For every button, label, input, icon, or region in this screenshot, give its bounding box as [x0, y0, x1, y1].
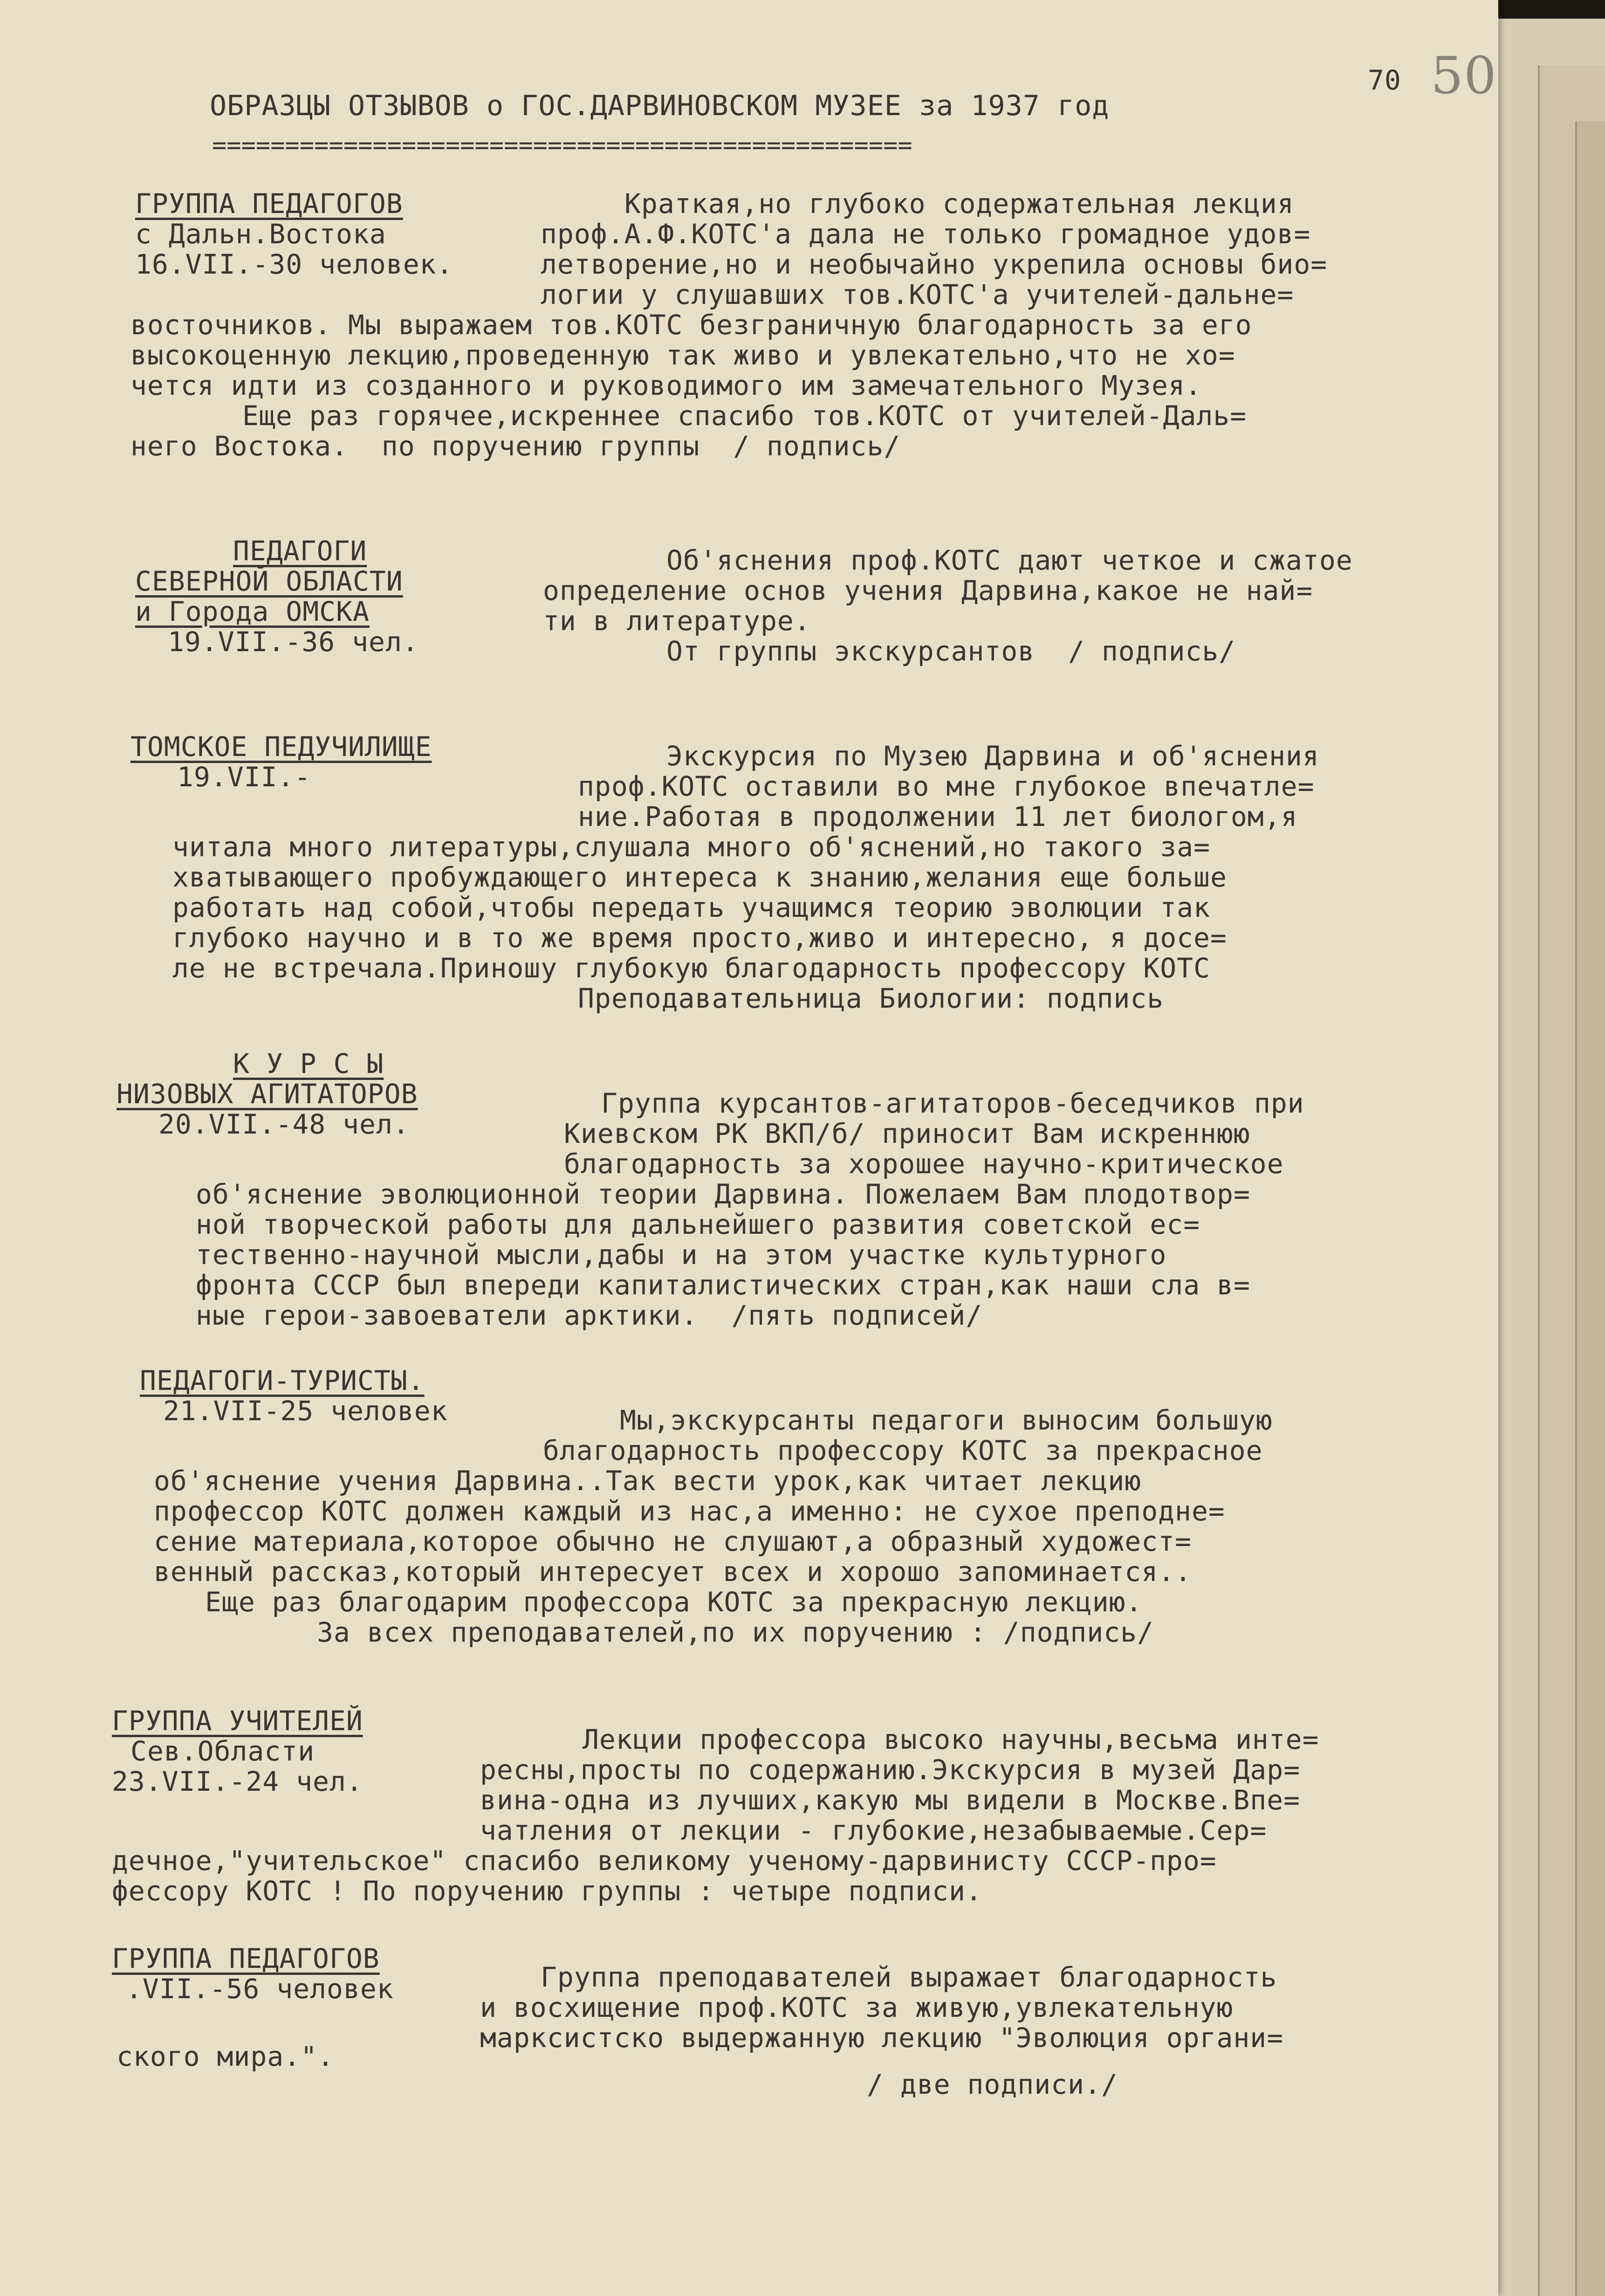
entry-text-line: венный рассказ,который интересует всех и хорошо запоминается..: [154, 1556, 1192, 1588]
entry-text-line: Еще раз благодарим профессора КОТС за прекрасную лекцию.: [205, 1586, 1143, 1618]
entry-label: ГРУППА ПЕДАГОГОВ: [112, 1943, 380, 1974]
entry-label: НИЗОВЫХ АГИТАТОРОВ: [117, 1078, 418, 1110]
entry-meta: 19.VII.-: [177, 761, 311, 793]
entry-text-line: Об'яснения проф.КОТС дают четкое и сжатое: [666, 544, 1353, 576]
entry-text-line: фронта СССР был впереди капиталистических стран,как наши сла в=: [196, 1269, 1250, 1301]
title-double-rule: ================================================: [212, 131, 912, 159]
entry-label: К У Р С Ы: [233, 1048, 384, 1079]
entry-text-line: Группа курсантов-агитаторов-беседчиков при: [601, 1087, 1304, 1119]
entry-label: ПЕДАГОГИ-ТУРИСТЫ.: [140, 1365, 425, 1396]
page-stack-shadow: [1538, 65, 1540, 2296]
entry-text-line: восточников. Мы выражаем тов.КОТС безграничную благодарность за его: [130, 309, 1252, 341]
page-stack-edge: [1575, 121, 1605, 2296]
page-stack-shadow: [1575, 121, 1577, 2296]
entry-label: ГРУППА ПЕДАГОГОВ: [135, 188, 403, 220]
entry-text-line: Еще раз горячее,искреннее спасибо тов.КОТС от учителей-Даль=: [242, 400, 1247, 432]
entry-text-line: ресны,просты по содержанию.Экскурсия в музей Дар=: [480, 1754, 1301, 1786]
entry-text-line: тественно-научной мысли,дабы и на этом участке культурного: [196, 1239, 1167, 1271]
entry-text-line: высокоценную лекцию,проведенную так живо и увлекательно,что не хо=: [130, 339, 1235, 371]
entry-text-line: ле не встречала.Приношу глубокую благодарность профессору КОТС: [172, 952, 1210, 984]
entry-text-line: ные герои-завоеватели арктики. /пять подписей/: [196, 1299, 983, 1331]
entry-text-line: ной творческой работы для дальнейшего развития советской ес=: [196, 1209, 1200, 1240]
entry-meta: Сев.Области: [130, 1735, 315, 1767]
entry-label: ПЕДАГОГИ: [233, 535, 367, 567]
entry-label: ТОМСКОЕ ПЕДУЧИЛИЩЕ: [130, 731, 432, 763]
entry-text-line: об'яснение учения Дарвина..Так вести урок,как читает лекцию: [154, 1465, 1142, 1497]
entry-label: и Города ОМСКА: [135, 596, 370, 627]
entry-text-line: чатления от лекции - глубокие,незабываемые.Сер=: [480, 1815, 1267, 1846]
page-number-typed: 70: [1368, 64, 1401, 96]
entry-meta: .VII.-56 человек: [126, 1973, 394, 2005]
entry-text-line: и восхищение проф.КОТС за живую,увлекательную: [480, 1992, 1234, 2023]
document-title: ОБРАЗЦЫ ОТЗЫВОВ о ГОС.ДАРВИНОВСКОМ МУЗЕЕ за 1937 год: [210, 89, 1110, 122]
entry-text-line: летворение,но и необычайно укрепила основы био=: [541, 248, 1328, 280]
entry-meta: 19.VII.-36 чел.: [168, 626, 419, 658]
entry-text-line: ти в литературе.: [543, 605, 811, 637]
entry-text-line: благодарность за хорошее научно-критическое: [564, 1148, 1284, 1180]
entry-text-line: Преподавательница Биологии: подпись: [578, 983, 1164, 1014]
entry-text-line: / две подписи./: [867, 2069, 1118, 2100]
entry-text-line: проф.А.Ф.КОТС'а дала не только громадное удов=: [541, 218, 1311, 250]
entry-text-line: Группа преподавателей выражает благодарность: [541, 1961, 1277, 1993]
entry-text-line: профессор КОТС должен каждый из нас,а именно: не сухое преподне=: [154, 1495, 1225, 1527]
entry-text-line: От группы экскурсантов / подпись/: [666, 635, 1236, 667]
entry-text-line: об'яснение эволюционной теории Дарвина. Пожелаем Вам плодотвор=: [196, 1178, 1250, 1210]
entry-meta: 16.VII.-30 человек.: [135, 248, 453, 280]
entry-meta: 21.VII-25 человек: [163, 1395, 448, 1427]
entry-text-line: хватывающего пробуждающего интереса к знанию,желания еще больше: [172, 861, 1227, 893]
entry-label: ГРУППА УЧИТЕЛЕЙ: [112, 1705, 363, 1737]
entry-text-line: ского мира.".: [117, 2041, 334, 2072]
entry-text-line: проф.КОТС оставили во мне глубокое впечатле=: [578, 770, 1315, 802]
entry-text-line: За всех преподавателей,по их поручению : /подпись/: [317, 1616, 1154, 1648]
page-number-handwritten: 50: [1431, 46, 1497, 105]
entry-text-line: Мы,экскурсанты педагоги выносим большую: [620, 1404, 1273, 1436]
entry-text-line: читала много литературы,слушала много об'яснений,но такого за=: [172, 831, 1210, 863]
entry-text-line: Лекции профессора высоко научны,весьма инте=: [583, 1724, 1319, 1755]
entry-text-line: дечное,"учительское" спасибо великому ученому-дарвинисту СССР-про=: [112, 1845, 1217, 1877]
entry-meta: 23.VII.-24 чел.: [112, 1766, 363, 1797]
entry-text-line: Экскурсия по Музею Дарвина и об'яснения: [666, 740, 1319, 772]
entry-text-line: марксистско выдержанную лекцию "Эволюция органи=: [480, 2022, 1284, 2054]
entry-text-line: работать над собой,чтобы передать учащимся теорию эволюции так: [172, 892, 1210, 923]
entry-label: СЕВЕРНОЙ ОБЛАСТИ: [135, 565, 403, 597]
entry-text-line: чется идти из созданного и руководимого им замечательного Музея.: [130, 370, 1202, 401]
entry-text-line: сение материала,которое обычно не слушают,а образный художест=: [154, 1526, 1192, 1557]
entry-text-line: него Востока. по поручению группы / подпись/: [130, 430, 901, 462]
entry-text-line: ние.Работая в продолжении 11 лет биологом,я: [578, 801, 1298, 832]
entry-text-line: фессору КОТС ! По поручению группы : четыре подписи.: [112, 1875, 982, 1907]
entry-text-line: Краткая,но глубоко содержательная лекция: [624, 188, 1294, 220]
entry-meta: с Дальн.Востока: [135, 218, 386, 250]
entry-text-line: Киевском РК ВКП/б/ приносит Вам искреннюю: [564, 1118, 1250, 1149]
entry-text-line: глубоко научно и в то же время просто,живо и интересно, я досе=: [172, 922, 1227, 954]
entry-text-line: вина-одна из лучших,какую мы видели в Москве.Впе=: [480, 1784, 1301, 1816]
entry-text-line: определение основ учения Дарвина,какое не най=: [543, 575, 1313, 606]
entry-meta: 20.VII.-48 чел.: [158, 1108, 410, 1140]
entry-text-line: благодарность профессору КОТС за прекрасное: [543, 1435, 1263, 1466]
entry-text-line: логии у слушавших тов.КОТС'а учителей-дальне=: [541, 279, 1294, 310]
